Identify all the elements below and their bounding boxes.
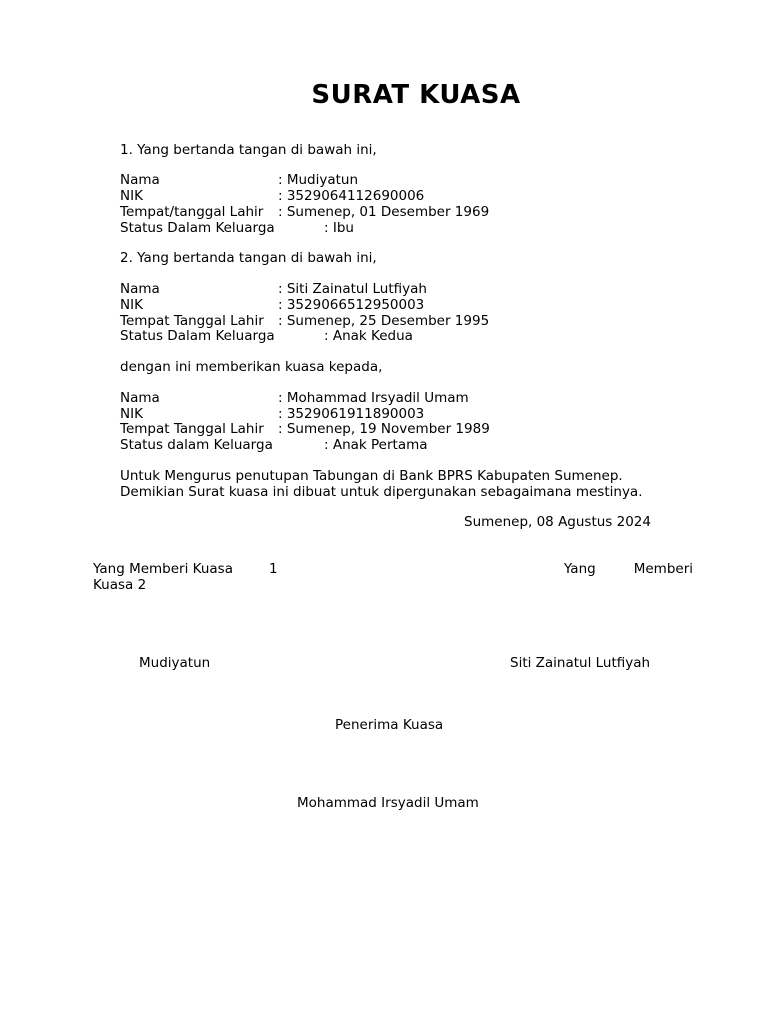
field-label: Nama xyxy=(120,281,160,297)
field-value: : Mohammad Irsyadil Umam xyxy=(278,390,469,406)
field-label: Nama xyxy=(120,172,160,188)
field-label: NIK xyxy=(120,188,143,204)
signature-header-word: Memberi xyxy=(633,561,693,577)
grantor1-intro: 1. Yang bertanda tangan di bawah ini, xyxy=(120,142,377,158)
signer2-name: Siti Zainatul Lutfiyah xyxy=(510,655,651,671)
field-value: : Mudiyatun xyxy=(278,172,359,188)
field-value: : Ibu xyxy=(324,220,354,236)
field-label: Status Dalam Keluarga xyxy=(120,220,275,236)
field-label: Status Dalam Keluarga xyxy=(120,328,275,344)
field-label: Tempat/tanggal Lahir xyxy=(120,204,264,220)
field-value: : Anak Kedua xyxy=(324,328,413,344)
signature-header xyxy=(93,561,693,577)
purpose-line-1: Untuk Mengurus penutupan Tabungan di Bank BPRS Kabupaten Sumenep. xyxy=(120,468,623,484)
signature-header-word: Yang xyxy=(563,561,596,577)
field-label: Tempat Tanggal Lahir xyxy=(120,313,264,329)
field-value: : Sumenep, 19 November 1989 xyxy=(278,421,490,437)
signature-header-left xyxy=(93,561,278,577)
field-label: Tempat Tanggal Lahir xyxy=(120,421,264,437)
field-value: : Anak Pertama xyxy=(324,437,428,453)
place-date: Sumenep, 08 Agustus 2024 xyxy=(464,514,651,530)
signature-header-word: 1 xyxy=(268,561,278,577)
field-value: : 3529061911890003 xyxy=(278,406,425,422)
field-value: : 3529064112690006 xyxy=(278,188,425,204)
field-value: : Sumenep, 01 Desember 1969 xyxy=(278,204,490,220)
field-label: NIK xyxy=(120,297,143,313)
signature-header-right xyxy=(564,561,693,577)
signature-header-word: Yang Memberi Kuasa xyxy=(93,561,233,577)
field-value: : 3529066512950003 xyxy=(278,297,425,313)
recipient-label: Penerima Kuasa xyxy=(335,717,444,733)
signature-header-wrap: Kuasa 2 xyxy=(93,577,147,593)
field-value: : Sumenep, 25 Desember 1995 xyxy=(278,313,490,329)
field-label: Nama xyxy=(120,390,160,406)
signer1-name: Mudiyatun xyxy=(139,655,211,671)
field-label: NIK xyxy=(120,406,143,422)
grantor2-intro: 2. Yang bertanda tangan di bawah ini, xyxy=(120,250,377,266)
document-title: SURAT KUASA xyxy=(311,80,521,110)
recipient-name: Mohammad Irsyadil Umam xyxy=(297,795,479,811)
field-value: : Siti Zainatul Lutfiyah xyxy=(278,281,427,297)
grant-intro: dengan ini memberikan kuasa kepada, xyxy=(120,359,383,375)
field-label: Status dalam Keluarga xyxy=(120,437,273,453)
purpose-line-2: Demikian Surat kuasa ini dibuat untuk dipergunakan sebagaimana mestinya. xyxy=(120,484,643,500)
